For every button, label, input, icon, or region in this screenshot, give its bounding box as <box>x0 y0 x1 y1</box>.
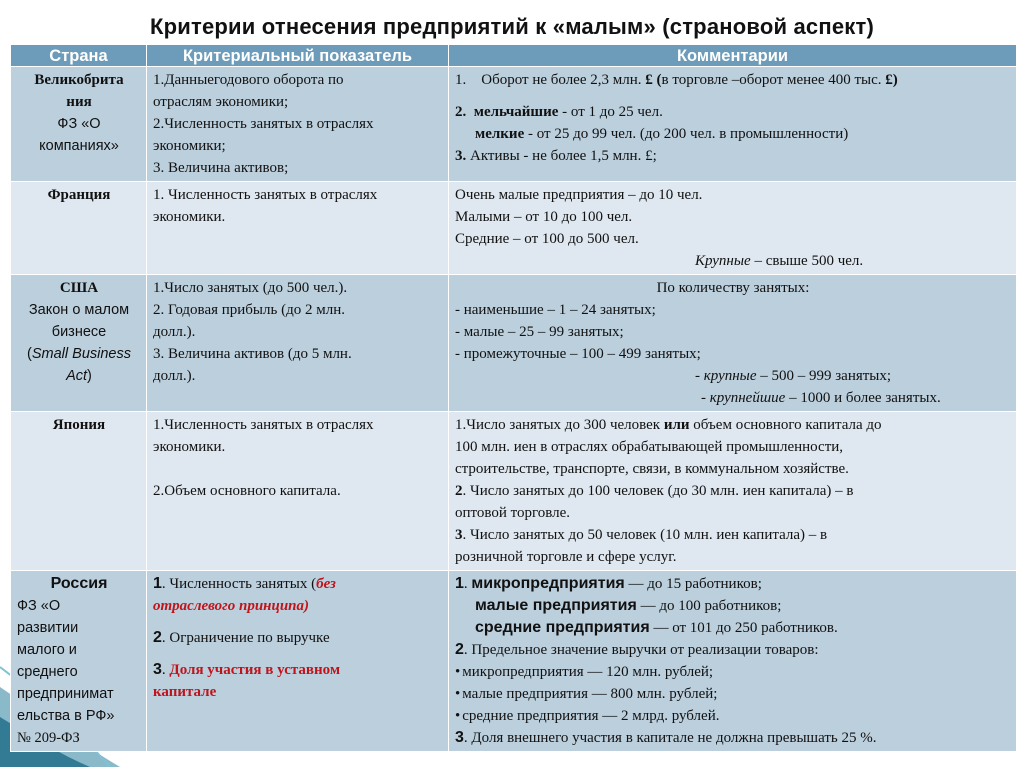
header-country: Страна <box>11 45 147 67</box>
country-cell-france: Франция <box>11 182 147 275</box>
comment-cell-japan: 1.Число занятых до 300 человек или объем основного капитала до 100 млн. иен в отраслях обрабатывающей промышленности, строительстве, транспорте, связи, в коммунальном хозяйстве. 2. Число занятых до 100 человек (до 30 млн. иен капитала) – в оптовой торговле. 3. Число занятых до 50 человек (10 млн. иен капитала) – в розничной торговле и сфере услуг. <box>449 412 1017 571</box>
criteria-cell-japan: 1.Численность занятых в отраслях экономики. 2.Объем основного капитала. <box>147 412 449 571</box>
table-row-usa <box>11 275 1017 412</box>
country-cell-japan: Япония <box>11 412 147 571</box>
comment-cell-usa: По количеству занятых: - наименьшие – 1 – 24 занятых; - малые – 25 – 99 занятых; - промежуточные – 100 – 499 занятых; - крупные – 500 – 999 занятых; - крупнейшие – 1000 и более занятых. <box>449 275 1017 412</box>
comment-cell-russia: 1. микропредприятия — до 15 работников; малые предприятия — до 100 работников; средние предприятия — от 101 до 250 работников. 2. Предельное значение выручки от реализации товаров: • микропредприятия — 120 млн. рублей; • малые предприятия — 800 млн. рублей; • средние предприятия — 2 млрд. рублей. 3. Доля внешнего участия в капитале не должна превышать 25 %. <box>449 571 1017 752</box>
country-cell-russia: Россия ФЗ «О развитии малого и среднего предпринимат ельства в РФ» № 209-ФЗ <box>11 571 147 752</box>
table-row-uk <box>11 67 1017 182</box>
page-title: Критерии отнесения предприятий к «малым» (страновой аспект) <box>150 14 874 39</box>
criteria-cell-uk: 1.Данныегодового оборота по отраслям экономики; 2.Численность занятых в отраслях экономики; 3. Величина активов; <box>147 67 449 182</box>
table-row-japan <box>11 412 1017 571</box>
criteria-table <box>10 44 1017 752</box>
comment-cell-france: Очень малые предприятия – до 10 чел. Малыми – от 10 до 100 чел. Средние – от 100 до 500 чел. Крупные – свыше 500 чел. <box>449 182 1017 275</box>
criteria-cell-france: 1. Численность занятых в отраслях экономики. <box>147 182 449 275</box>
table-header-row <box>11 45 1017 67</box>
header-criterion: Критериальный показатель <box>147 45 449 67</box>
criteria-cell-russia: 1. Численность занятых (без отраслевого принципа) 2. Ограничение по выручке 3. Доля участия в уставном капитале <box>147 571 449 752</box>
country-cell-uk: Великобрита ния ФЗ «О компаниях» <box>11 67 147 182</box>
country-cell-usa: США Закон о малом бизнесе (Small Business Act) <box>11 275 147 412</box>
comment-cell-uk: 1. Оборот не более 2,3 млн. £ (в торговле –оборот менее 400 тыс. £) 2. мельчайшие - от 1 до 25 чел. мелкие - от 25 до 99 чел. (до 200 чел. в промышленности) 3. Активы - не более 1,5 млн. £; <box>449 67 1017 182</box>
table-row-france <box>11 182 1017 275</box>
criteria-cell-usa: 1.Число занятых (до 500 чел.). 2. Годовая прибыль (до 2 млн. долл.). 3. Величина активов (до 5 млн. долл.). <box>147 275 449 412</box>
header-comment: Комментарии <box>449 45 1017 67</box>
table-row-russia <box>11 571 1017 752</box>
